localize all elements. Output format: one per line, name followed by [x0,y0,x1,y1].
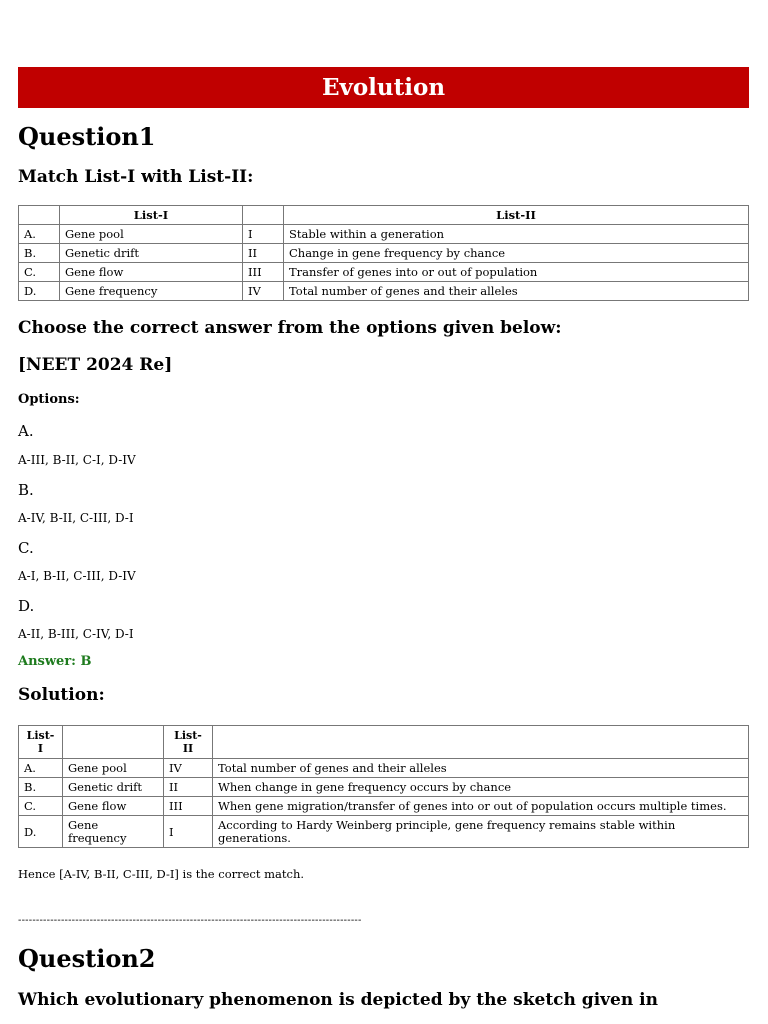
table-header-cell [19,206,60,225]
table-cell: Genetic drift [60,244,243,263]
table-cell: A. [19,225,60,244]
table-row [19,759,749,778]
table-cell: IV [164,759,213,778]
table-cell: C. [19,797,63,816]
table-cell: Total number of genes and their alleles [284,282,749,301]
table-row [19,263,749,282]
table-cell: D. [19,282,60,301]
table-header-cell [63,726,164,759]
table-cell: IV [243,282,284,301]
option-a-letter: A. [18,422,34,440]
table-cell: B. [19,778,63,797]
answer-text: Answer: B [18,654,92,669]
option-d-text: A-II, B-III, C-IV, D-I [18,627,134,641]
table-cell: III [164,797,213,816]
table-cell: When gene migration/transfer of genes into or out of population occurs multiple times. [213,797,749,816]
option-a-text: A-III, B-II, C-I, D-IV [18,453,136,467]
table-header-cell: List- II [164,726,213,759]
table-cell: II [164,778,213,797]
question-1-heading: Question1 [18,122,156,151]
table-cell: A. [19,759,63,778]
table-row [19,778,749,797]
table-header-cell: List-I [60,206,243,225]
table-cell: Total number of genes and their alleles [213,759,749,778]
question-2-heading: Question2 [18,944,156,973]
table-cell: I [164,816,213,848]
table-cell: C. [19,263,60,282]
table-row [19,282,749,301]
option-c-letter: C. [18,539,34,557]
question-2-prompt: Which evolutionary phenomenon is depicted by the sketch given in [18,990,658,1010]
table-row [19,244,749,263]
table-cell: III [243,263,284,282]
table-cell: Gene frequency [60,282,243,301]
table-header-cell [213,726,749,759]
solution-conclusion: Hence [A-IV, B-II, C-III, D-I] is the correct match. [18,867,305,881]
table-cell: Change in gene frequency by chance [284,244,749,263]
option-d-letter: D. [18,597,35,615]
table-cell: Stable within a generation [284,225,749,244]
table-header-row [19,726,749,759]
options-label: Options: [18,392,80,407]
page-banner: Evolution [18,67,749,108]
option-b-letter: B. [18,481,34,499]
option-c-text: A-I, B-II, C-III, D-IV [18,569,136,583]
table-row [19,225,749,244]
table-header-row [19,206,749,225]
table-cell: Gene flow [63,797,164,816]
table-cell: I [243,225,284,244]
section-divider: ------------------------------------------------------------------------------------------------ [18,915,362,926]
table-cell: According to Hardy Weinberg principle, gene frequency remains stable within generations. [213,816,749,848]
table-cell: Gene pool [63,759,164,778]
option-b-text: A-IV, B-II, C-III, D-I [18,511,134,525]
table-cell: B. [19,244,60,263]
table-cell: Genetic drift [63,778,164,797]
table-cell: Gene flow [60,263,243,282]
table-row [19,797,749,816]
question-1-prompt: Match List-I with List-II: [18,167,254,187]
exam-source: [NEET 2024 Re] [18,355,173,375]
table-cell: Gene frequency [63,816,164,848]
table-cell: II [243,244,284,263]
match-table [18,205,749,301]
table-header-cell: List- I [19,726,63,759]
table-cell: Transfer of genes into or out of population [284,263,749,282]
solution-table [18,725,749,848]
solution-label: Solution: [18,685,105,705]
table-header-cell: List-II [284,206,749,225]
table-row [19,816,749,848]
choose-instruction: Choose the correct answer from the options given below: [18,318,562,338]
table-cell: When change in gene frequency occurs by chance [213,778,749,797]
table-header-cell [243,206,284,225]
table-cell: D. [19,816,63,848]
table-cell: Gene pool [60,225,243,244]
